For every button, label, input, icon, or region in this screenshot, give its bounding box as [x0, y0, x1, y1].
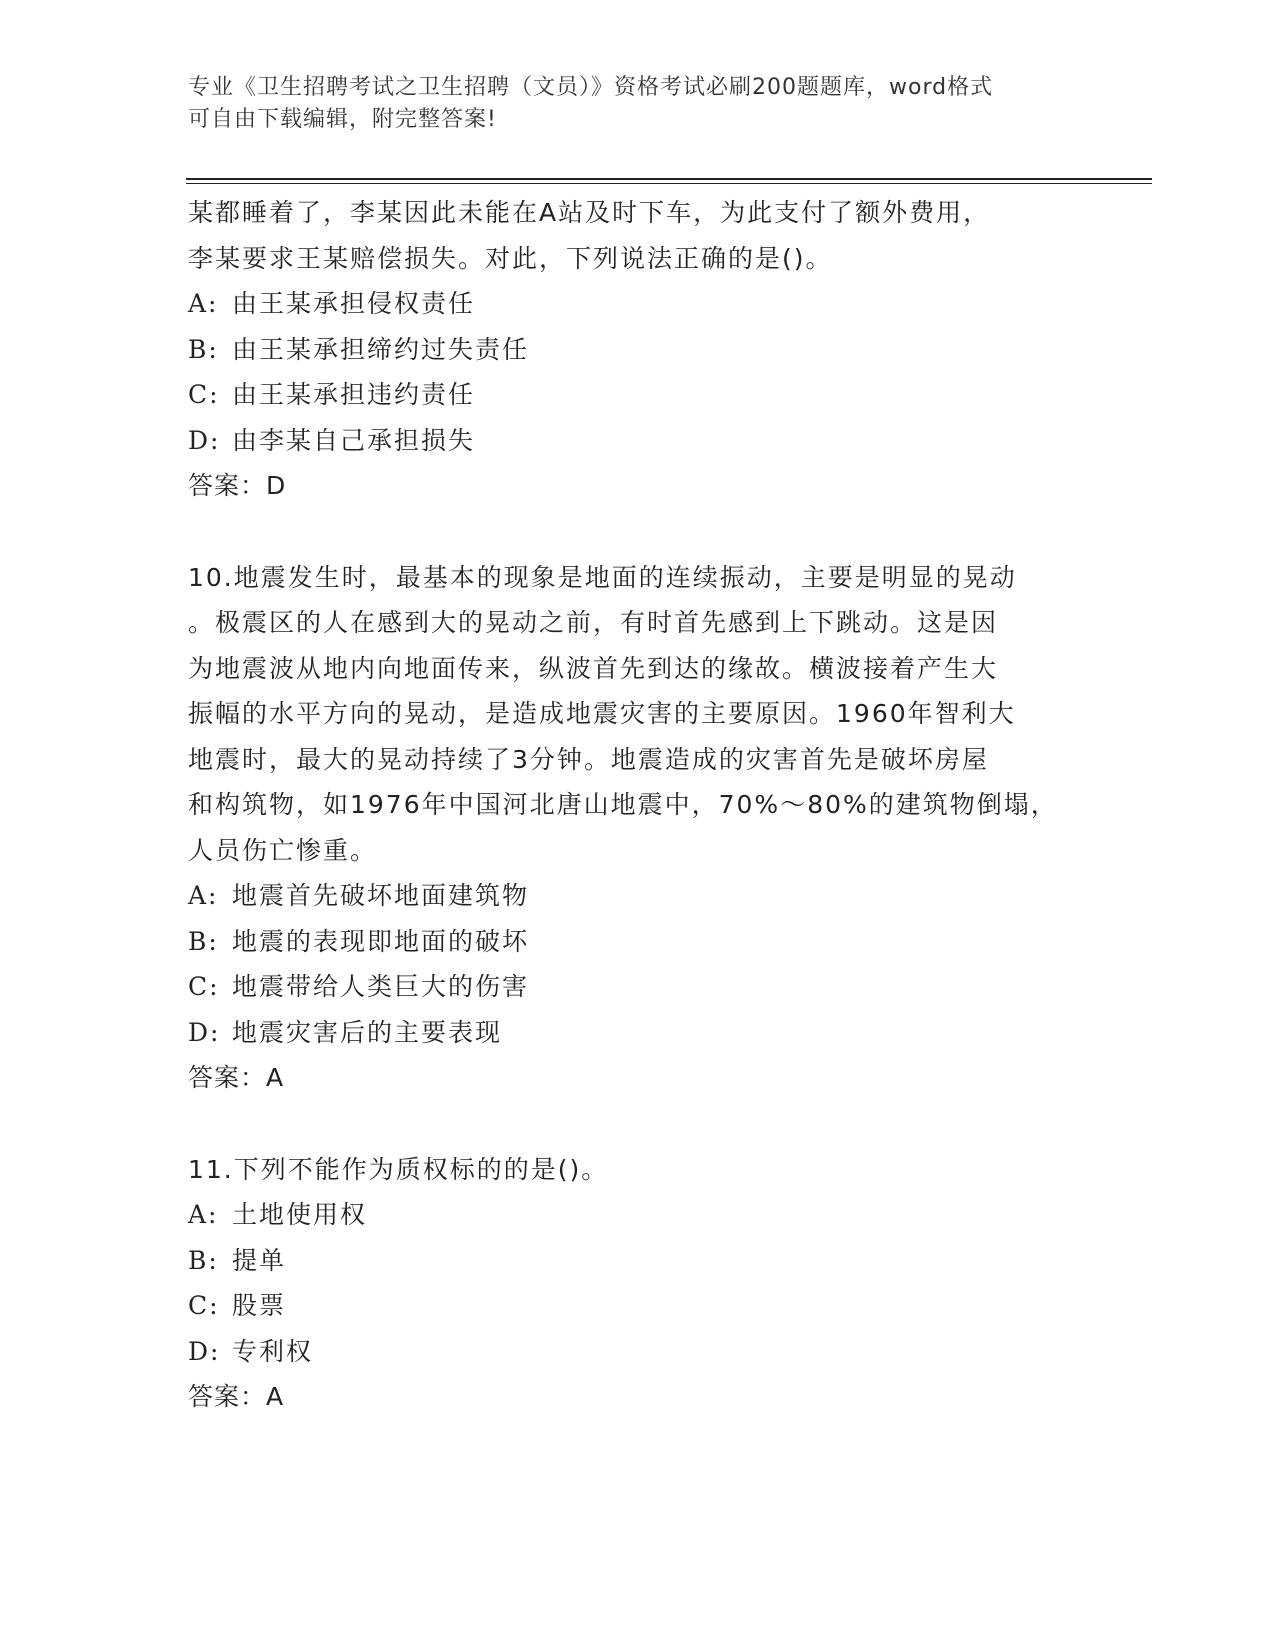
option-text: 地震首先破坏地面建筑物 — [232, 881, 530, 910]
question-9-stem-line-2: 李某要求王某赔偿损失。对此，下列说法正确的是()。 — [188, 243, 833, 273]
option-letter: C: — [188, 1291, 220, 1320]
option-text: 由王某承担侵权责任 — [232, 289, 476, 318]
option-letter: A: — [188, 881, 219, 910]
option-text: 地震的表现即地面的破坏 — [232, 926, 530, 956]
question-9-option-d — [188, 418, 1088, 464]
option-text: 股票 — [232, 1291, 287, 1320]
option-text: 地震灾害后的主要表现 — [232, 1017, 503, 1047]
question-11-option-d — [188, 1329, 1088, 1375]
option-letter: A: — [188, 1200, 219, 1229]
question-10-stem-line-2: 。极震区的人在感到大的晃动之前，有时首先感到上下跳动。这是因 — [188, 608, 999, 637]
header-divider-thick — [186, 178, 1152, 180]
question-9-option-a — [188, 281, 1088, 327]
header-line-1: 专业《卫生招聘考试之卫生招聘（文员）》资格考试必刷200题题库，word格式 — [188, 75, 994, 100]
question-9-option-c — [188, 372, 1088, 418]
question-10-stem-line-4: 振幅的水平方向的晃动，是造成地震灾害的主要原因。1960年智利大 — [188, 699, 1016, 728]
option-letter: D: — [188, 425, 221, 455]
question-10-stem-line-5: 地震时，最大的晃动持续了3分钟。地震造成的灾害首先是破坏房屋 — [188, 744, 989, 774]
question-11-option-a — [188, 1192, 1088, 1238]
question-10-stem-line-7: 人员伤亡惨重。 — [188, 835, 378, 865]
option-text: 地震带给人类巨大的伤害 — [232, 972, 530, 1001]
question-9-stem-line-1: 某都睡着了，李某因此未能在A站及时下车，为此支付了额外费用， — [188, 198, 991, 227]
question-9-answer: 答案：D — [188, 471, 287, 500]
header-line-2: 可自由下载编辑，附完整答案! — [188, 107, 497, 132]
option-letter: B: — [188, 1245, 219, 1275]
option-letter: C: — [188, 380, 220, 409]
option-letter: B: — [188, 334, 219, 364]
question-10-option-a — [188, 873, 1088, 919]
header-divider-thin — [186, 183, 1152, 184]
question-11 — [188, 1147, 1088, 1420]
question-10 — [188, 555, 1088, 1101]
question-11-answer: 答案：A — [188, 1382, 285, 1411]
option-letter: A: — [188, 289, 219, 318]
spacer — [188, 509, 1088, 555]
question-9 — [188, 190, 1088, 509]
option-letter: C: — [188, 972, 220, 1001]
option-text: 专利权 — [232, 1336, 314, 1366]
option-text: 土地使用权 — [232, 1200, 368, 1229]
question-10-answer: 答案：A — [188, 1063, 285, 1092]
option-letter: D: — [188, 1336, 221, 1366]
option-letter: B: — [188, 926, 219, 956]
option-text: 由王某承担违约责任 — [232, 380, 476, 409]
question-10-option-c — [188, 964, 1088, 1010]
question-11-option-b — [188, 1238, 1088, 1284]
spacer — [188, 1101, 1088, 1147]
question-10-stem-line-1: 10.地震发生时，最基本的现象是地面的连续振动，主要是明显的晃动 — [188, 562, 1017, 592]
question-10-stem-line-3: 为地震波从地内向地面传来，纵波首先到达的缘故。横波接着产生大 — [188, 653, 999, 683]
option-letter: D: — [188, 1017, 221, 1047]
option-text: 由王某承担缔约过失责任 — [232, 334, 530, 364]
question-11-option-c — [188, 1283, 1088, 1329]
question-10-option-b — [188, 919, 1088, 965]
question-11-stem: 11.下列不能作为质权标的的是()。 — [188, 1154, 609, 1184]
question-10-option-d — [188, 1010, 1088, 1056]
document-header — [188, 72, 1088, 136]
question-9-option-b — [188, 327, 1088, 373]
option-text: 由李某自己承担损失 — [232, 425, 476, 455]
question-10-stem-line-6: 和构筑物，如1976年中国河北唐山地震中，70%～80%的建筑物倒塌， — [188, 790, 1058, 819]
option-text: 提单 — [232, 1245, 287, 1275]
question-content — [188, 190, 1088, 1420]
